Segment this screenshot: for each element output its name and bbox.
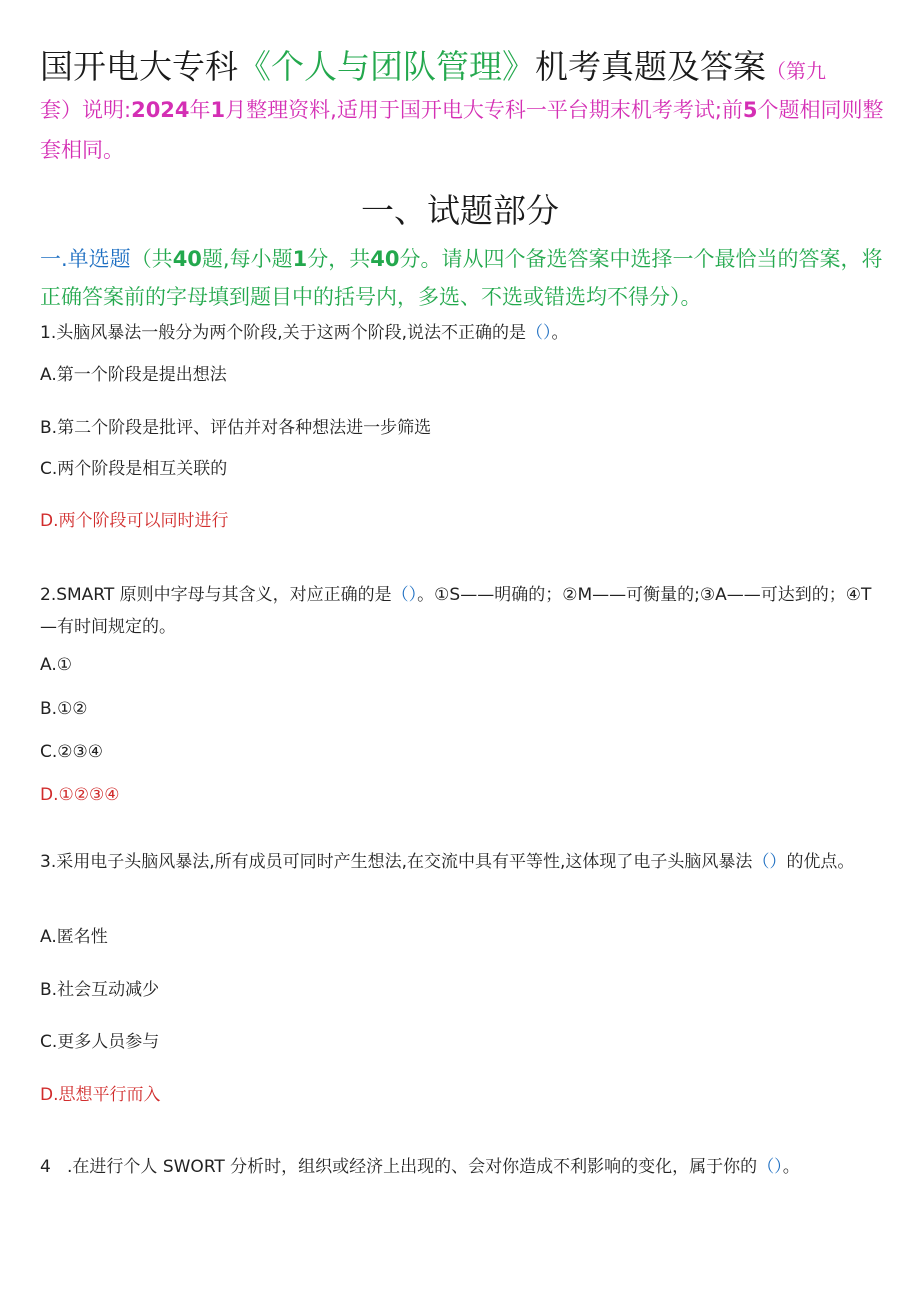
question-type-lead: 一.单选题 <box>40 247 131 271</box>
option-b: B.①② <box>40 699 88 719</box>
option-d-answer: D.两个阶段可以同时进行 <box>40 511 229 531</box>
question-stem <box>40 1151 885 1183</box>
answer-blank: （） <box>526 323 552 343</box>
question-type-heading <box>40 240 885 316</box>
note-nian: 年 <box>189 98 211 122</box>
option-c: C.更多人员参与 <box>40 1032 160 1052</box>
title-suffix: 机考真题及答案 <box>535 47 766 86</box>
stem-tail: 。 <box>782 1157 800 1177</box>
stem-tail: 。①S——明确的；②M——可衡量的;③A——可达到的；④T—有时间规定的。 <box>40 585 872 637</box>
note-month: 1 <box>210 98 226 122</box>
option-b: B.社会互动减少 <box>40 980 160 1000</box>
stem-text: 2.SMART 原则中字母与其含义，对应正确的是 <box>40 585 392 605</box>
stem-text: 4 .在进行个人 SWORT 分析时，组织或经济上出现的、会对你造成不利影响的变化，属于你的 <box>40 1157 758 1177</box>
title-book: 《个人与团队管理》 <box>238 47 535 86</box>
option-d-answer: D.思想平行而入 <box>40 1085 161 1105</box>
note-text-b: 个题相同则整套相同。 <box>40 98 884 162</box>
question-score: 1 <box>292 247 308 271</box>
question-total: 40 <box>370 247 400 271</box>
option-c: C.两个阶段是相互关联的 <box>40 459 228 479</box>
document-title <box>40 44 890 94</box>
note-year: 2024 <box>131 98 190 122</box>
answer-blank: （） <box>391 585 418 605</box>
question-count: 40 <box>172 247 202 271</box>
question-type-mid1: 题,每小题 <box>201 247 293 271</box>
answer-blank: （） <box>752 852 787 872</box>
stem-text: 1.头脑风暴法一般分为两个阶段,关于这两个阶段,说法不正确的是 <box>40 323 527 343</box>
title-edition: （第九 <box>766 59 826 83</box>
stem-tail: 的优点。 <box>786 852 855 872</box>
question-type-open: （共 <box>130 247 173 271</box>
option-c: C.②③④ <box>40 742 103 762</box>
option-a: A.① <box>40 655 72 675</box>
option-d-answer: D.①②③④ <box>40 785 120 805</box>
stem-tail: 。 <box>551 323 569 343</box>
question-stem <box>40 579 885 643</box>
stem-text: 3.采用电子头脑风暴法,所有成员可同时产生想法,在交流中具有平等性,这体现了电子头脑风暴法 <box>40 852 753 872</box>
title-prefix: 国开电大专科 <box>40 47 238 86</box>
option-a: A.第一个阶段是提出想法 <box>40 365 227 385</box>
note-edition-close: 套） <box>40 98 82 122</box>
option-b: B.第二个阶段是批评、评估并对各种想法进一步筛选 <box>40 418 432 438</box>
question-stem <box>40 846 885 878</box>
note-five: 5 <box>742 98 758 122</box>
answer-blank: （） <box>757 1157 783 1177</box>
question-type-mid2: 分，共 <box>307 247 371 271</box>
option-a: A.匿名性 <box>40 927 108 947</box>
note-lead: 说明: <box>82 98 132 122</box>
note-text-a: 月整理资料,适用于国开电大专科一平台期末机考考试;前 <box>225 98 743 122</box>
document-note <box>40 90 890 170</box>
section-title: 一、试题部分 <box>361 191 559 230</box>
question-stem <box>40 317 885 349</box>
question-type-rest: 分。请从四个备选答案中选择一个最恰当的答案，将正确答案前的字母填到题目中的括号内，多选、不选或错选均不得分）。 <box>40 247 883 309</box>
